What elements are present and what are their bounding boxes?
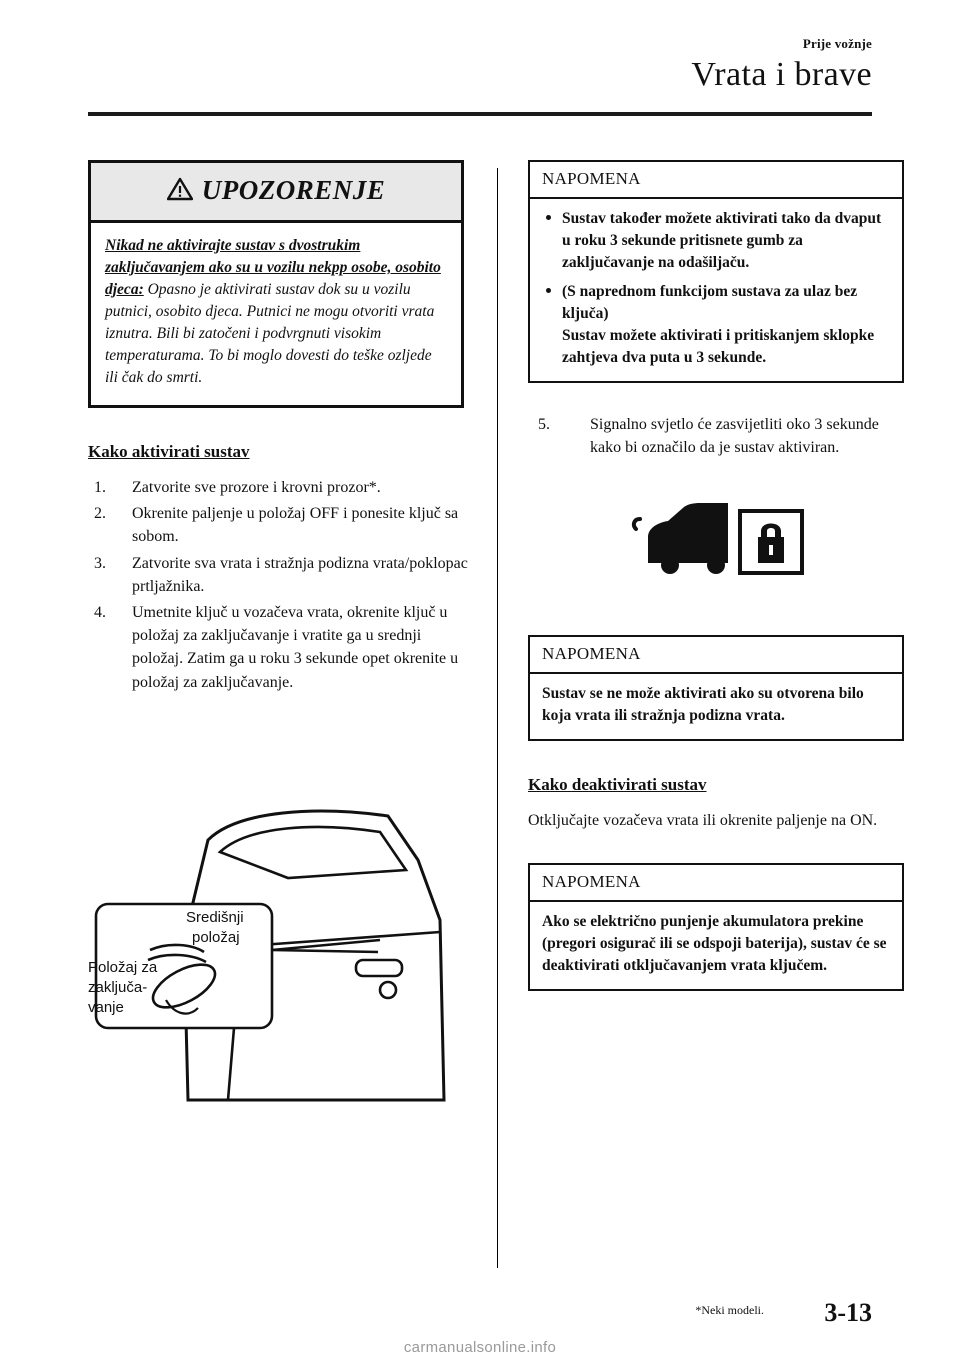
page-number: 3-13 <box>824 1298 872 1327</box>
watermark: carmanualsonline.info <box>403 1339 557 1356</box>
driver-door-key-cylinder-illustration <box>88 800 488 1130</box>
step-number: 4. <box>94 603 106 621</box>
figure-label-lock-line3: vanje <box>88 999 124 1016</box>
right-column <box>528 160 910 991</box>
bullet-icon <box>546 215 551 220</box>
step-number: 1. <box>94 479 106 496</box>
step-number: 5. <box>538 416 550 433</box>
note-title: NAPOMENA <box>530 162 902 199</box>
step-text: Okrenite paljenje u položaj OFF i ponesite ključ sa sobom. <box>132 505 459 546</box>
note-box-2 <box>528 635 904 741</box>
left-column <box>88 160 470 697</box>
deactivate-body: Otključajte vozačeva vrata ili okrenite paljenje na ON. <box>528 812 878 830</box>
step-text: Zatvorite sve prozore i krovni prozor*. <box>132 479 381 496</box>
step-number: 2. <box>94 505 106 523</box>
header-divider <box>88 112 872 116</box>
warning-header <box>91 163 461 223</box>
activate-steps <box>88 476 470 694</box>
deactivate-heading: Kako deaktivirati sustav <box>528 775 707 795</box>
bullet-icon <box>546 288 551 293</box>
car-lock-indicator-icon <box>528 485 910 605</box>
figure-label-center-line1: Središnji <box>186 909 244 926</box>
note-box-1 <box>528 160 904 383</box>
list-item <box>542 208 890 274</box>
step-text: Zatvorite sva vrata i stražnja podizna vrata/poklopac prtljažnika. <box>132 554 468 595</box>
page-header <box>0 0 960 112</box>
page-title: Vrata i brave <box>691 56 872 93</box>
warning-title: UPOZORENJE <box>201 175 386 205</box>
warning-title-wrap <box>167 175 386 208</box>
note-title: NAPOMENA <box>530 865 902 902</box>
note-item-text: (S naprednom funkcijom sustava za ulaz bez ključa) <box>562 283 858 322</box>
list-item <box>542 281 890 369</box>
note-item-subtext: Sustav možete aktivirati i pritiskanjem sklopke zahtjeva dva puta u 3 sekunde. <box>562 327 875 366</box>
step-text: Signalno svjetlo će zasvijetliti oko 3 sekunde kako bi označilo da je sustav aktiviran. <box>590 416 879 457</box>
step-5 <box>528 413 910 459</box>
warning-lead: Nikad ne aktivirajte sustav s dvostrukim zaključavanjem ako su u vozilu nekpp osobe, osobito djeca: <box>105 237 441 298</box>
step-text: Umetnite ključ u vozačeva vrata, okrenite ključ u položaj za zaključavanje i vratite ga u srednji položaj. Zatim ga u roku 3 sekunde opet okrenite u položaj za zaključavanje. <box>132 603 459 691</box>
header-eyebrow: Prije vožnje <box>802 36 872 51</box>
note-body: Sustav se ne može aktivirati ako su otvorena bilo koja vrata ili stražnja podizna vrata. <box>542 685 864 725</box>
footnote: *Neki modeli. <box>695 1303 764 1317</box>
warning-triangle-icon <box>167 177 193 208</box>
figure-label-center-line2: položaj <box>192 929 240 946</box>
list-item <box>88 502 470 548</box>
list-item <box>88 552 470 598</box>
step-number: 3. <box>94 554 106 572</box>
activate-heading: Kako aktivirati sustav <box>88 442 250 461</box>
figure-label-lock-line2: zaključa- <box>88 979 148 996</box>
note-body: Ako se električno punjenje akumulatora prekine (pregori osigurač ili se odspoji baterija), sustav će se deaktivirati otključavanjem vrata ključem. <box>542 912 887 974</box>
list-item <box>88 476 470 499</box>
list-item <box>88 601 470 694</box>
warning-body <box>91 223 461 405</box>
column-divider <box>497 168 498 1268</box>
note-body <box>530 199 902 381</box>
note-title: NAPOMENA <box>530 637 902 674</box>
note-box-3 <box>528 863 904 991</box>
figure-label-lock-line1: Položaj za <box>88 959 158 976</box>
note-item-text: Sustav također možete aktivirati tako da dvaput u roku 3 sekunde pritisnete gumb za zaključavanje na odašiljaču. <box>562 210 882 271</box>
warning-text: Opasno je aktivirati sustav dok su u vozilu putnici, osobito djeca. Putnici ne mogu otvoriti vrata iznutra. Bili bi zatočeni i podvrgnuti visokim temperaturama. To bi moglo dovesti do teške ozljede ili čak do smrti. <box>105 281 435 386</box>
note-list <box>542 208 890 369</box>
warning-box <box>88 160 464 408</box>
